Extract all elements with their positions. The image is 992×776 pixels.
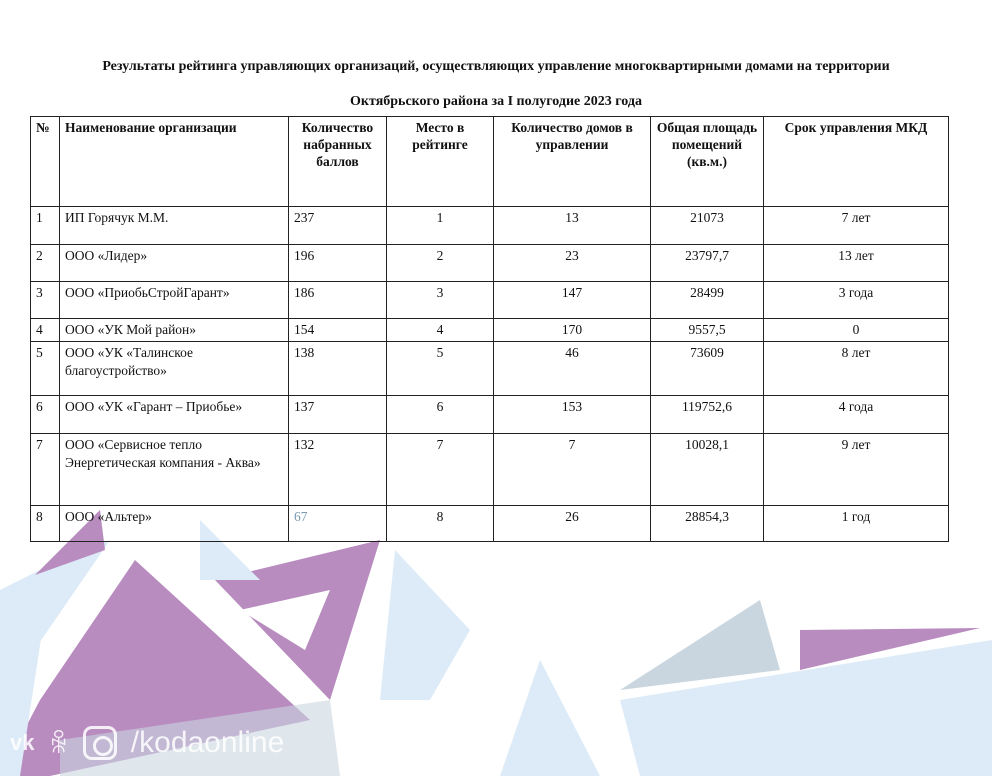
cell-score: 186 xyxy=(289,282,387,319)
cell-term: 4 года xyxy=(764,396,949,434)
cell-term: 7 лет xyxy=(764,207,949,245)
cell-houses: 170 xyxy=(494,319,651,342)
cell-name: ООО «Альтер» xyxy=(60,506,289,542)
cell-term: 8 лет xyxy=(764,342,949,396)
cell-score: 154 xyxy=(289,319,387,342)
vk-icon: vk xyxy=(10,730,35,755)
table-row xyxy=(31,434,949,506)
cell-name: ООО «Лидер» xyxy=(60,245,289,282)
cell-score: 196 xyxy=(289,245,387,282)
col-area: Общая площадь помещений (кв.м.) xyxy=(651,117,764,207)
cell-score: 138 xyxy=(289,342,387,396)
cell-houses: 13 xyxy=(494,207,651,245)
cell-n: 8 xyxy=(31,506,60,542)
cell-name: ИП Горячук М.М. xyxy=(60,207,289,245)
cell-houses: 153 xyxy=(494,396,651,434)
table-row xyxy=(31,506,949,542)
table-row xyxy=(31,342,949,396)
cell-n: 4 xyxy=(31,319,60,342)
document-title-line2: Октябрьского района за I полугодие 2023 года xyxy=(350,94,642,109)
instagram-icon xyxy=(83,726,117,760)
table-row xyxy=(31,396,949,434)
cell-area: 9557,5 xyxy=(651,319,764,342)
cell-area: 28854,3 xyxy=(651,506,764,542)
cell-place: 7 xyxy=(387,434,494,506)
cell-n: 6 xyxy=(31,396,60,434)
cell-houses: 26 xyxy=(494,506,651,542)
cell-place: 6 xyxy=(387,396,494,434)
cell-area: 73609 xyxy=(651,342,764,396)
cell-name: ООО «УК Мой район» xyxy=(60,319,289,342)
cell-area: 28499 xyxy=(651,282,764,319)
cell-place: 2 xyxy=(387,245,494,282)
cell-score: 67 xyxy=(289,506,387,542)
col-number: № xyxy=(31,117,60,207)
ok-icon: ꆜ xyxy=(48,729,69,759)
social-handle: /kodaonline xyxy=(130,726,285,759)
rating-table xyxy=(30,116,949,542)
cell-n: 2 xyxy=(31,245,60,282)
cell-area: 10028,1 xyxy=(651,434,764,506)
cell-n: 3 xyxy=(31,282,60,319)
cell-area: 21073 xyxy=(651,207,764,245)
cell-place: 5 xyxy=(387,342,494,396)
cell-place: 3 xyxy=(387,282,494,319)
cell-name: ООО «УК «Гарант – Приобье» xyxy=(60,396,289,434)
cell-n: 5 xyxy=(31,342,60,396)
cell-houses: 147 xyxy=(494,282,651,319)
table-row xyxy=(31,245,949,282)
col-term: Срок управления МКД xyxy=(764,117,949,207)
cell-term: 13 лет xyxy=(764,245,949,282)
col-place: Место в рейтинге xyxy=(387,117,494,207)
table-header-row xyxy=(31,117,949,207)
cell-place: 4 xyxy=(387,319,494,342)
cell-name: ООО «ПриобьСтройГарант» xyxy=(60,282,289,319)
cell-score: 237 xyxy=(289,207,387,245)
cell-score: 132 xyxy=(289,434,387,506)
cell-n: 1 xyxy=(31,207,60,245)
cell-term: 3 года xyxy=(764,282,949,319)
col-score: Количество набранных баллов xyxy=(289,117,387,207)
cell-name: ООО «УК «Талинское благоустройство» xyxy=(60,342,289,396)
cell-term: 9 лет xyxy=(764,434,949,506)
cell-place: 8 xyxy=(387,506,494,542)
col-houses: Количество домов в управлении xyxy=(494,117,651,207)
cell-houses: 46 xyxy=(494,342,651,396)
table-row xyxy=(31,207,949,245)
cell-place: 1 xyxy=(387,207,494,245)
cell-houses: 23 xyxy=(494,245,651,282)
cell-area: 23797,7 xyxy=(651,245,764,282)
col-name: Наименование организации xyxy=(60,117,289,207)
cell-name: ООО «Сервисное тепло Энергетическая компания - Аква» xyxy=(60,434,289,506)
cell-term: 1 год xyxy=(764,506,949,542)
cell-area: 119752,6 xyxy=(651,396,764,434)
table-row xyxy=(31,319,949,342)
table-row xyxy=(31,282,949,319)
document-title-line1: Результаты рейтинга управляющих организаций, осуществляющих управление многоквартирными домами на территории xyxy=(102,59,890,74)
social-footer xyxy=(10,726,284,760)
cell-houses: 7 xyxy=(494,434,651,506)
cell-score: 137 xyxy=(289,396,387,434)
cell-n: 7 xyxy=(31,434,60,506)
cell-term: 0 xyxy=(764,319,949,342)
